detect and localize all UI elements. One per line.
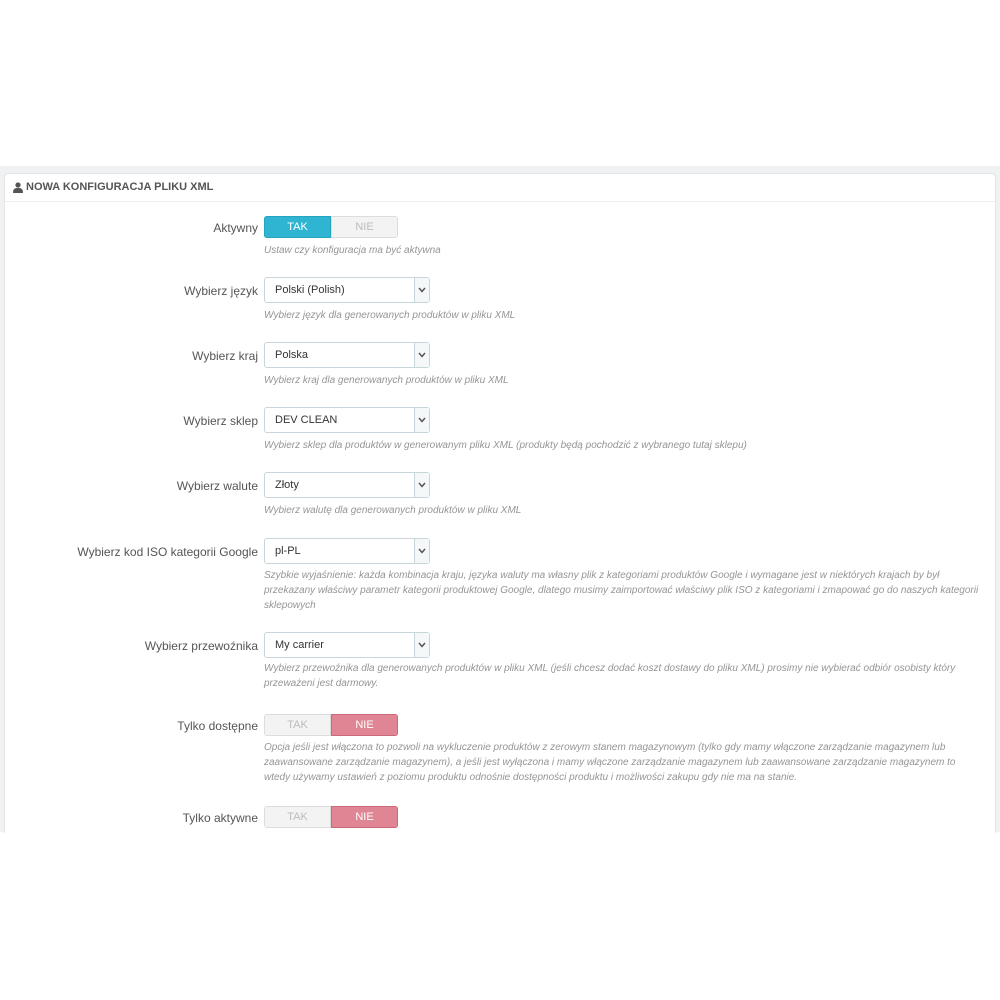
- chevron-down-icon[interactable]: [414, 278, 429, 302]
- field-help: Szybkie wyjaśnienie: każda kombinacja kraju, języka waluty ma własny plik z kategoriami produktów Google i wymagane jest w niektórych krajach by był przekazany właściwy parametr kategorii produktowej Google, dlatego musimy zaimportować właściwy plik ISO z kategoriami i zmapować go do naszych kategorii sklepowych: [264, 570, 979, 611]
- toggle-yes[interactable]: TAK: [264, 216, 331, 238]
- chevron-down-icon[interactable]: [414, 343, 429, 367]
- field-help: Wybierz przewoźnika dla generowanych produktów w pliku XML (jeśli chcesz dodać koszt dostawy do pliku XML) prosimy nie wybierać odbiór osobisty który przeważeni jest darmowy.: [264, 663, 956, 689]
- select-value: Polski (Polish): [275, 284, 345, 296]
- field-label: Tylko dostępne: [177, 719, 258, 733]
- country-select[interactable]: [264, 342, 430, 368]
- config-panel: [4, 173, 996, 833]
- shop-select[interactable]: [264, 407, 430, 433]
- toggle-yes[interactable]: TAK: [264, 806, 331, 828]
- dostepne-toggle[interactable]: [264, 714, 398, 736]
- field-help: Wybierz walutę dla generowanych produktów w pliku XML: [264, 505, 522, 516]
- chevron-down-icon[interactable]: [414, 539, 429, 563]
- field-label: Wybierz język: [184, 284, 258, 298]
- panel-title: NOWA KONFIGURACJA PLIKU XML: [26, 181, 214, 193]
- field-label: Wybierz sklep: [183, 414, 258, 428]
- select-value: Złoty: [275, 479, 299, 491]
- language-select[interactable]: [264, 277, 430, 303]
- field-help: Wybierz sklep dla produktów w generowanym pliku XML (produkty będą pochodzić z wybranego tutaj sklepu): [264, 440, 747, 451]
- aktywne-toggle[interactable]: [264, 806, 398, 828]
- toggle-no[interactable]: NIE: [331, 714, 398, 736]
- chevron-down-icon[interactable]: [414, 633, 429, 657]
- aktywny-toggle[interactable]: [264, 216, 398, 238]
- select-value: Polska: [275, 349, 309, 361]
- chevron-down-icon[interactable]: [414, 408, 429, 432]
- field-help: Opcja jeśli jest włączona to pozwoli na wykluczenie produktów z zerowym stanem magazynowym (tylko gdy mamy włączone zarządzanie magazynem lub zaawansowane zarządzanie magazynem), a jeśli jest wyłączona i mamy włączone zarządzanie magazynem lub zaawansowane zarządzanie magazynem to wtedy używamy ustawień z poziomu produktu odnośnie dostępności produktu i możliwości zakupu gdy nie ma na stanie.: [264, 742, 956, 783]
- field-label: Tylko aktywne: [182, 811, 258, 825]
- field-label: Aktywny: [213, 221, 258, 235]
- currency-select[interactable]: [264, 472, 430, 498]
- field-help: Wybierz kraj dla generowanych produktów w pliku XML: [264, 375, 509, 386]
- select-value: My carrier: [275, 639, 324, 651]
- field-label: Wybierz walute: [176, 479, 258, 493]
- select-value: DEV CLEAN: [275, 414, 338, 426]
- field-label: Wybierz kraj: [192, 349, 258, 363]
- field-label: Wybierz kod ISO kategorii Google: [77, 545, 258, 559]
- user-icon: [13, 182, 23, 193]
- field-help: Ustaw czy konfiguracja ma być aktywna: [264, 245, 441, 256]
- carrier-select[interactable]: [264, 632, 430, 658]
- toggle-no[interactable]: NIE: [331, 216, 398, 238]
- toggle-no[interactable]: NIE: [331, 806, 398, 828]
- panel-heading: [5, 174, 995, 202]
- iso-code-select[interactable]: [264, 538, 430, 564]
- field-help: Wybierz język dla generowanych produktów w pliku XML: [264, 310, 516, 321]
- toggle-yes[interactable]: TAK: [264, 714, 331, 736]
- field-label: Wybierz przewoźnika: [144, 639, 258, 653]
- select-value: pl-PL: [275, 545, 301, 557]
- chevron-down-icon[interactable]: [414, 473, 429, 497]
